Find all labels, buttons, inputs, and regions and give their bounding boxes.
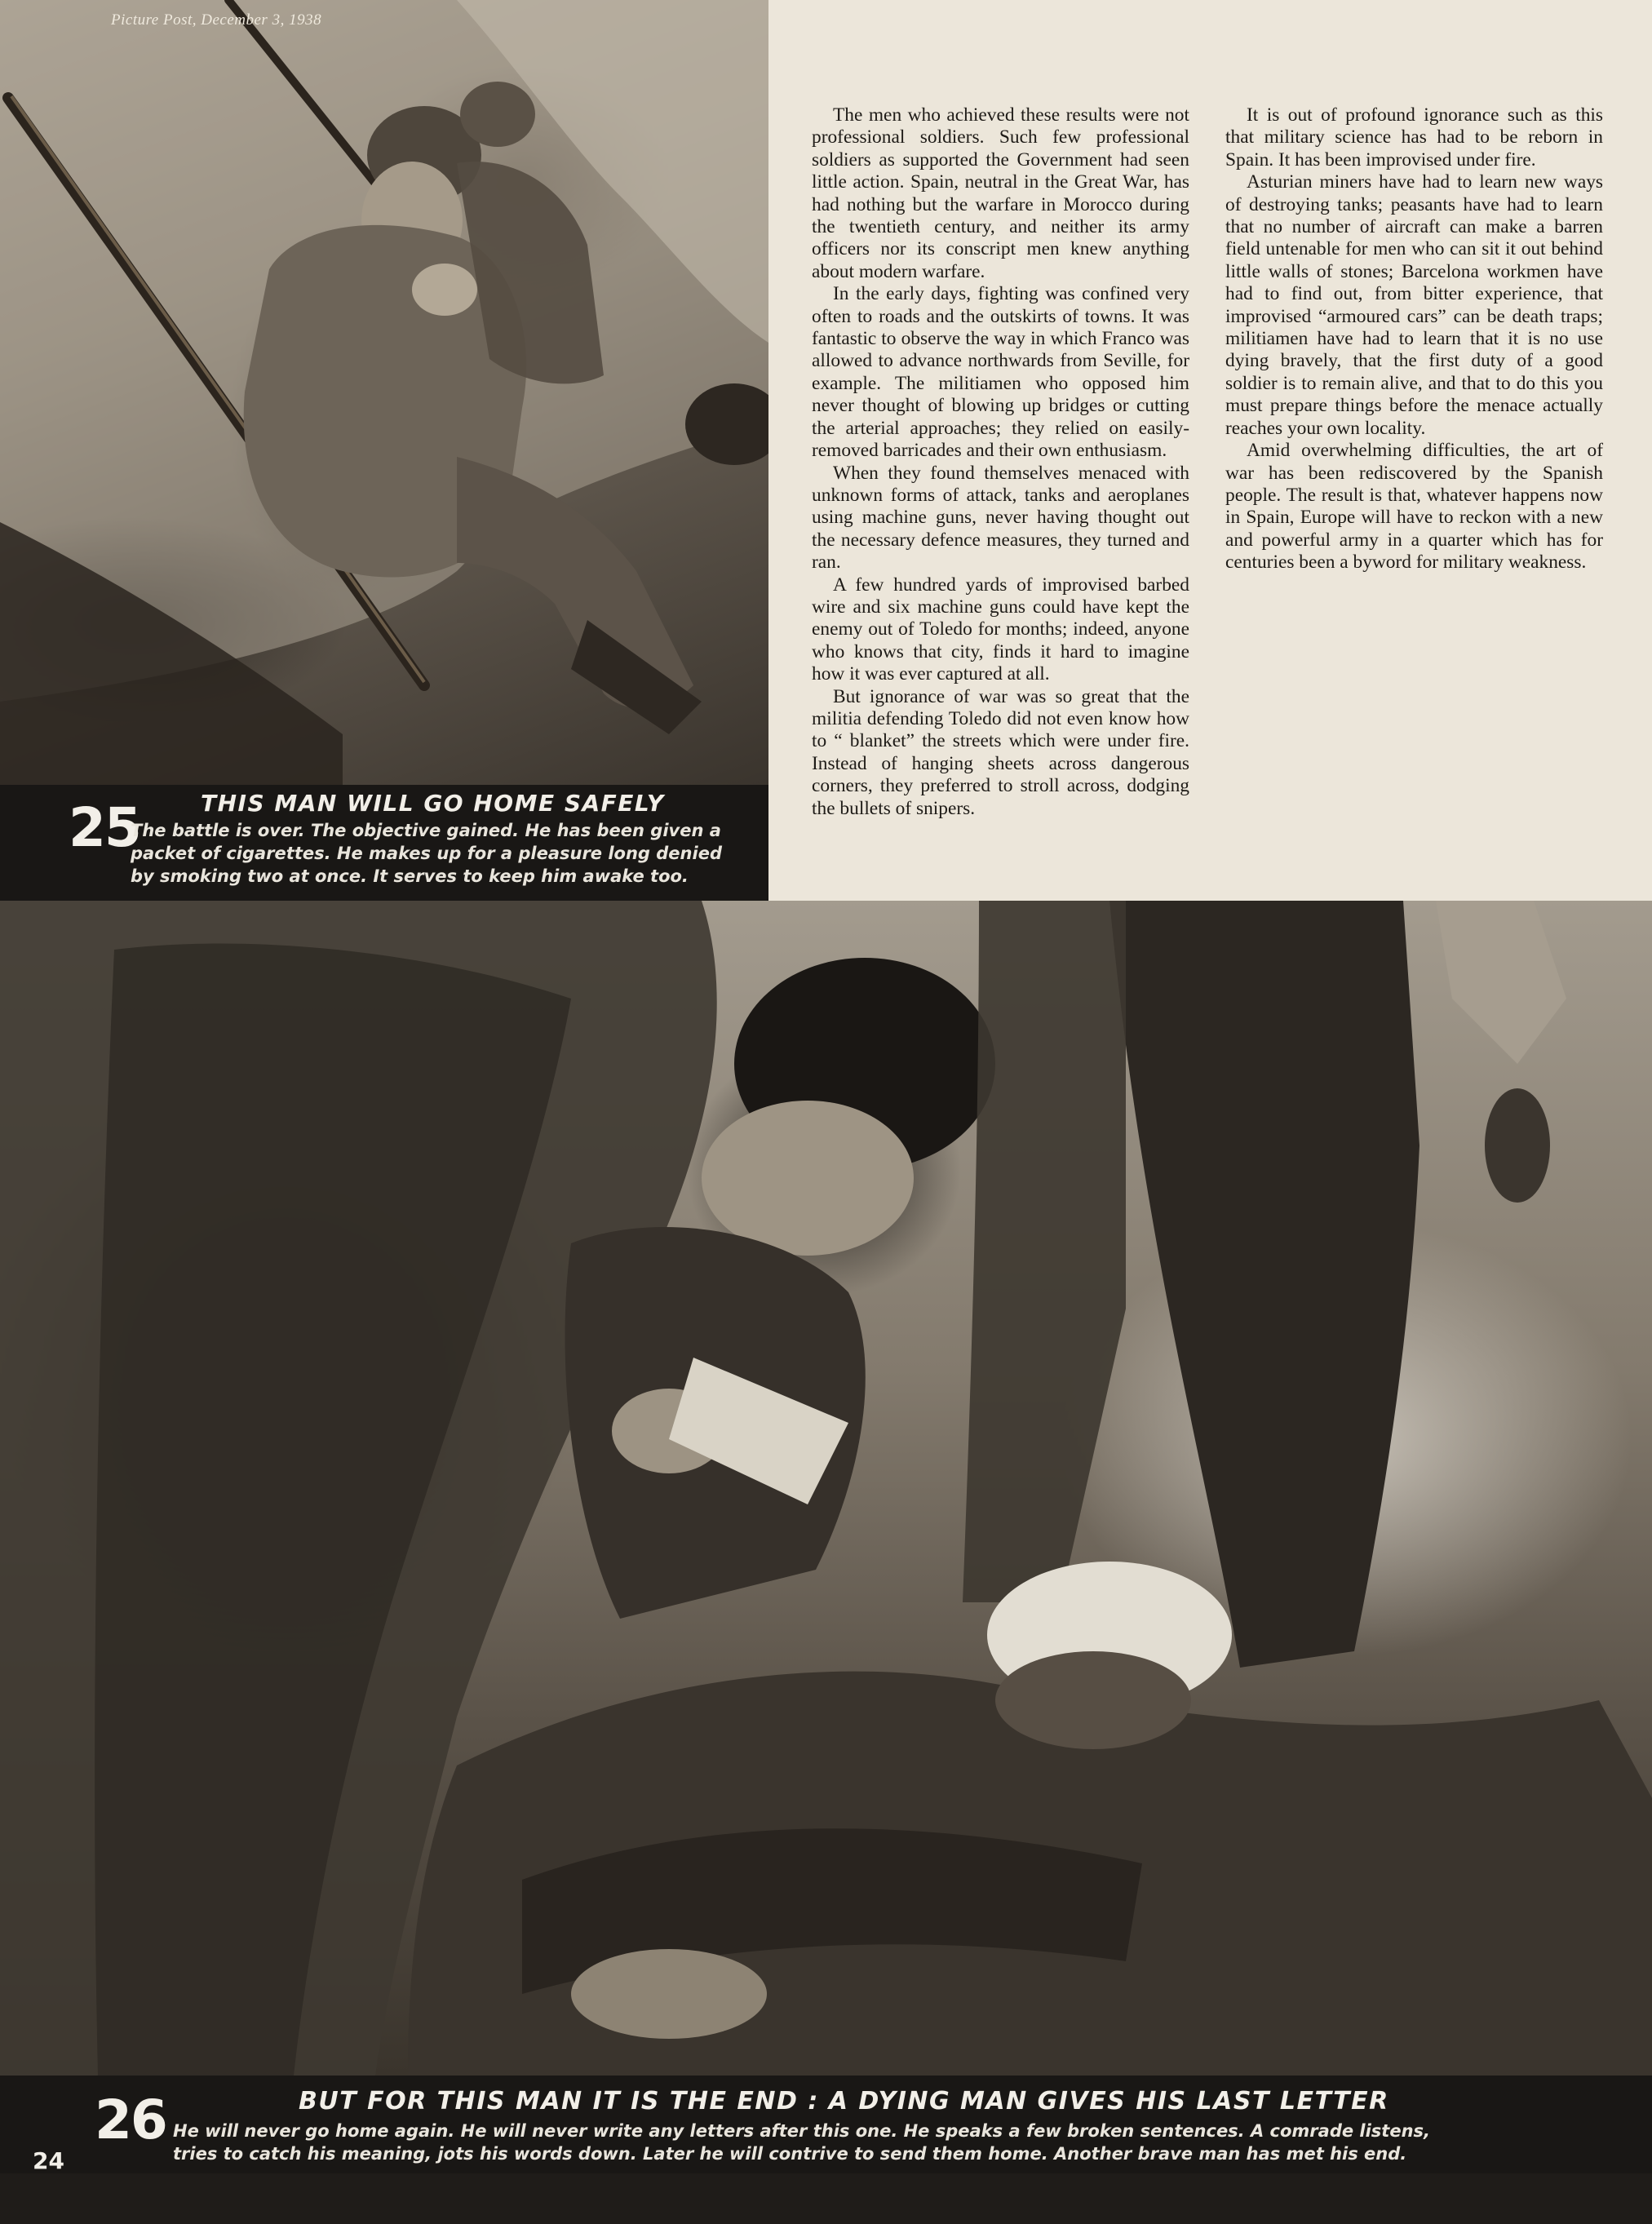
article-paragraph: Amid overwhelming difficulties, the art of war has been rediscovered by the Spanish people. The result is that, whatever happens now in Spain, Europe will have to reckon with a new and powerful army in a quarter which has for centuries been a byword for military weakness. [1225, 440, 1603, 574]
dying-man-illustration [0, 901, 1652, 2076]
caption-number: 25 [69, 796, 140, 859]
caption-number: 26 [95, 2089, 166, 2151]
caption-25 [0, 785, 768, 901]
article-paragraph: In the early days, fighting was confined very often to roads and the outskirts of towns. It was fantastic to observe the way in which Franco was allowed to advance northwards from Seville, for example. The militiamen who opposed him never thought of blowing up bridges or cutting the arterial approaches; they relied on easily-removed barricades and their own enthusiasm. [812, 283, 1189, 462]
caption-26 [0, 2076, 1652, 2173]
article-paragraph: Asturian miners have had to learn new ways of destroying tanks; peasants have had to learn that no number of aircraft can make a barren field untenable for men who can sit it out behind little walls of stones; Barcelona workmen have had to find out, from bitter experience, that improvised “armoured cars” can be death traps; militiamen have had to learn that it is no use dying bravely, that the first duty of a good soldier is to remain alive, and that to do this you must prepare things before the menace actually reaches your own locality. [1225, 171, 1603, 439]
article-paragraph: But ignorance of war was so great that the militia defending Toledo did not even know how to “ blanket” the streets which were under fire. Instead of hanging sheets across dangerous corners, they preferred to stroll across, dodging the bullets of snipers. [812, 685, 1189, 819]
caption-line: by smoking two at once. It serves to keep him awake too. [131, 866, 689, 886]
article-paragraph: The men who achieved these results were not professional soldiers. Such few professional soldiers as supported the Government had seen little action. Spain, neutral in the Great War, has had nothing but the warfare in Morocco during the twentieth century, and neither its army officers nor its conscript men knew anything about modern warfare. [812, 104, 1189, 282]
article-paragraph: When they found themselves menaced with unknown forms of attack, tanks and aeroplanes using machine guns, never having thought out the necessary defence measures, they turned and ran. [812, 462, 1189, 574]
dying-man-letter-photo [0, 901, 1652, 2076]
caption-title: THIS MAN WILL GO HOME SAFELY [201, 790, 665, 817]
article-body [812, 104, 1603, 839]
caption-line: The battle is over. The objective gained. He has been given a [131, 821, 721, 840]
running-head: Picture Post, December 3, 1938 [111, 11, 322, 29]
article-paragraph: It is out of profound ignorance such as this that military science has had to be reborn in Spain. It has been improvised under fire. [1225, 104, 1603, 171]
page-number: 24 [33, 2147, 64, 2174]
page-bottom-strip [0, 2173, 1652, 2224]
caption-title: BUT FOR THIS MAN IT IS THE END : A DYING MAN GIVES HIS LAST LETTER [299, 2087, 1389, 2115]
soldier-smoking-photo [0, 0, 768, 785]
article-paragraph: A few hundred yards of improvised barbed wire and six machine guns could have kept the enemy out of Toledo for months; indeed, anyone who knows that city, finds it hard to imagine how it was ever captured at all. [812, 574, 1189, 685]
caption-line: He will never go home again. He will never write any letters after this one. He speaks a few broken sentences. A comrade listens, [173, 2121, 1431, 2141]
caption-line: tries to catch his meaning, jots his words down. Later he will contrive to send them home. Another brave man has met his end. [173, 2144, 1407, 2164]
caption-line: packet of cigarettes. He makes up for a pleasure long denied [131, 844, 722, 863]
soldier-smoking-illustration [0, 0, 768, 785]
